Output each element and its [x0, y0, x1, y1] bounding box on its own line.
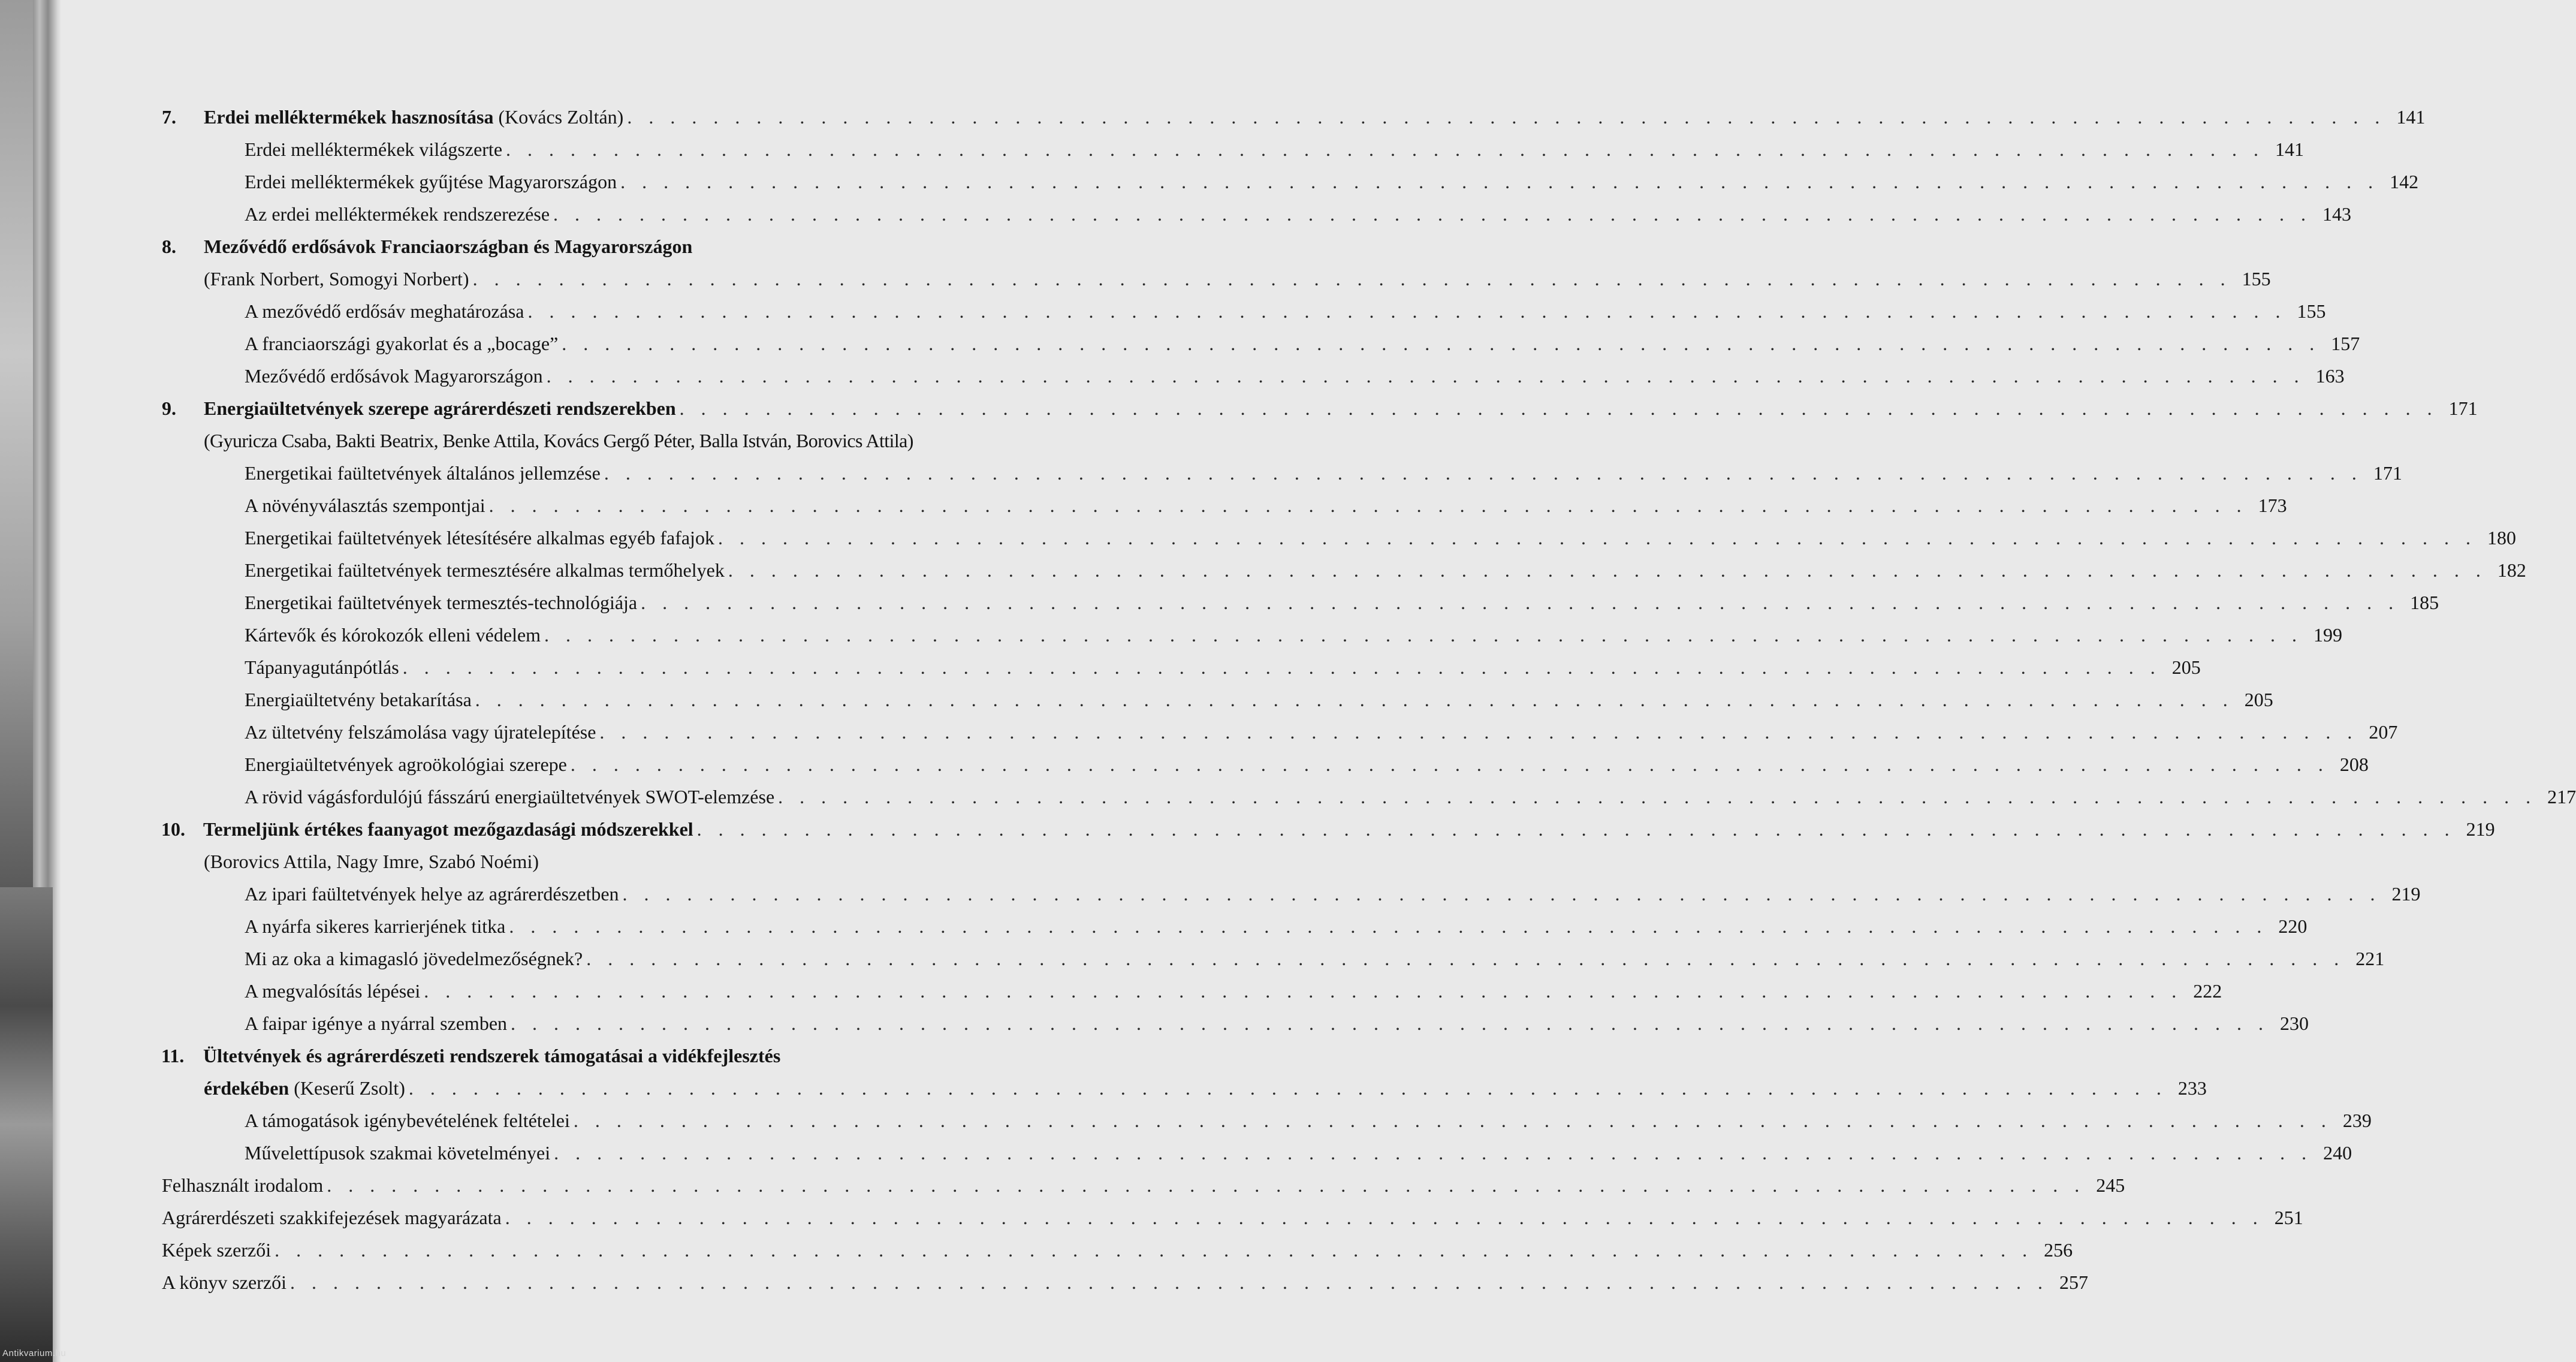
page-number: 173 — [2258, 495, 2287, 516]
page-number: 163 — [2315, 365, 2345, 387]
chapter-number: 9. — [162, 397, 176, 419]
entry-title: Energetikai faültetvények általános jellemzése — [245, 462, 601, 484]
toc-entry — [162, 942, 2385, 975]
chapter-number: 10. — [161, 818, 185, 840]
dot-leader: . . . . . . . . . . . . . . . . . . . . . . . . . . . . . . . . . . . . . . . . . . . . . . . . . . . . . . . . . . . . . . . . . . . . . . . . . . . . . . . . . . — [402, 656, 2161, 678]
page-number: 155 — [2242, 268, 2271, 290]
chapter-authors: (Borovics Attila, Nagy Imre, Szabó Noémi) — [204, 851, 539, 872]
toc-backmatter — [162, 1169, 2125, 1201]
toc-chapter-authors — [162, 424, 1002, 457]
page-number: 219 — [2466, 818, 2495, 840]
dot-leader: . . . . . . . . . . . . . . . . . . . . . . . . . . . . . . . . . . . . . . . . . . . . . . . . . . . . . . . . . . . . . . . . . . . . . . . . . . . . . . . . . . — [509, 915, 2268, 937]
dot-leader: . . . . . . . . . . . . . . . . . . . . . . . . . . . . . . . . . . . . . . . . . . . . . . . . . . . . . . . . . . . . . . . . . . . . . . . . . . . . . . . . . . — [717, 527, 2477, 549]
chapter-number: 11. — [161, 1045, 185, 1066]
page-number: 182 — [2497, 559, 2526, 581]
toc-entry — [162, 683, 2273, 716]
dot-leader: . . . . . . . . . . . . . . . . . . . . . . . . . . . . . . . . . . . . . . . . . . . . . . . . . . . . . . . . . . . . . . . . . . . . . . . . . . . . . . . . . . — [554, 1142, 2313, 1164]
toc-entry — [162, 1007, 2309, 1039]
entry-title: Felhasznált irodalom — [162, 1174, 324, 1196]
page-number: 208 — [2339, 754, 2369, 775]
dot-leader: . . . . . . . . . . . . . . . . . . . . . . . . . . . . . . . . . . . . . . . . . . . . . . . . . . . . . . . . . . . . . . . . . . . . . . . . . . . . . . . . . . — [620, 171, 2379, 192]
page-number: 157 — [2331, 333, 2360, 354]
entry-title: A növényválasztás szempontjai — [245, 495, 485, 516]
chapter-number: 8. — [162, 236, 176, 257]
toc-entry — [162, 1104, 2372, 1137]
chapter-title: Termeljünk értékes faanyagot mezőgazdasági módszerekkel — [203, 818, 693, 840]
page-number: 143 — [2322, 203, 2352, 225]
dot-leader: . . . . . . . . . . . . . . . . . . . . . . . . . . . . . . . . . . . . . . . . . . . . . . . . . . . . . . . . . . . . . . . . . . . . . . . . . . . . . . . . . . — [679, 397, 2438, 419]
entry-title: Az ültetvény felszámolása vagy újratelepítése — [245, 721, 596, 743]
page-number: 245 — [2096, 1174, 2125, 1196]
dot-leader: . . . . . . . . . . . . . . . . . . . . . . . . . . . . . . . . . . . . . . . . . . . . . . . . . . . . . . . . . . . . . . . . . . . . . . . . . . . . . . . . . . — [511, 1013, 2270, 1034]
chapter-title: Mezővédő erdősávok Franciaországban és Magyarországon — [204, 236, 693, 257]
page-number: 240 — [2323, 1142, 2352, 1164]
toc-chapter-11 — [162, 1039, 960, 1072]
dot-leader: . . . . . . . . . . . . . . . . . . . . . . . . . . . . . . . . . . . . . . . . . . . . . . . . . . . . . . . . . . . . . . . . . . . . . . . . . . . . . . . . . . — [505, 1207, 2264, 1228]
dot-leader: . . . . . . . . . . . . . . . . . . . . . . . . . . . . . . . . . . . . . . . . . . . . . . . . . . . . . . . . . . . . . . . . . . . . . . . . . . . . . . . . . . — [627, 106, 2386, 128]
toc-entry — [162, 586, 2439, 619]
chapter-authors: (Frank Norbert, Somogyi Norbert) — [204, 268, 469, 290]
toc-entry — [162, 360, 2345, 392]
toc-entry — [162, 878, 2421, 910]
page-number: 251 — [2274, 1207, 2303, 1228]
dot-leader: . . . . . . . . . . . . . . . . . . . . . . . . . . . . . . . . . . . . . . . . . . . . . . . . . . . . . . . . . . . . . . . . . . . . . . . . . . . . . . . . . . — [562, 333, 2321, 354]
chapter-title: Energiaültetvények szerepe agrárerdészeti rendszerekben — [204, 397, 676, 419]
dot-leader: . . . . . . . . . . . . . . . . . . . . . . . . . . . . . . . . . . . . . . . . . . . . . . . . . . . . . . . . . . . . . . . . . . . . . . . . . . . . . . . . . . — [546, 365, 2305, 387]
toc-chapter-10 — [161, 813, 2495, 845]
toc-entry — [162, 554, 2526, 586]
dot-leader: . . . . . . . . . . . . . . . . . . . . . . . . . . . . . . . . . . . . . . . . . . . . . . . . . . . . . . . . . . . . . . . . . . . . . . . . . . . . . . . . . . — [506, 138, 2265, 160]
entry-title: A támogatások igénybevételének feltételei — [245, 1110, 570, 1131]
page-number: 233 — [2177, 1077, 2207, 1099]
dot-leader: . . . . . . . . . . . . . . . . . . . . . . . . . . . . . . . . . . . . . . . . . . . . . . . . . . . . . . . . . . . . . . . . . . . . . . . . . . . . . . . . . . — [599, 721, 2358, 743]
toc-chapter-authors — [162, 263, 2271, 295]
dot-leader: . . . . . . . . . . . . . . . . . . . . . . . . . . . . . . . . . . . . . . . . . . . . . . . . . . . . . . . . . . . . . . . . . . . . . . . . . . . . . . . . . . — [604, 462, 2363, 484]
entry-title: Energetikai faültetvények termesztés-technológiája — [245, 592, 638, 613]
toc-entry — [162, 295, 2326, 327]
toc-chapter-7 — [162, 101, 2426, 133]
page-number: 180 — [2487, 527, 2516, 549]
dot-leader: . . . . . . . . . . . . . . . . . . . . . . . . . . . . . . . . . . . . . . . . . . . . . . . . . . . . . . . . . . . . . . . . . . . . . . . . . . . . . . . . . . — [424, 980, 2183, 1002]
page-number: 230 — [2280, 1013, 2309, 1034]
page-number: 205 — [2171, 656, 2201, 678]
edge-photo-lower — [0, 887, 53, 1362]
dot-leader: . . . . . . . . . . . . . . . . . . . . . . . . . . . . . . . . . . . . . . . . . . . . . . . . . . . . . . . . . . . . . . . . . . . . . . . . . . . . . . . . . . — [728, 559, 2487, 581]
toc-chapter-9 — [162, 392, 2478, 424]
toc-entry — [162, 165, 2419, 198]
page-number: 222 — [2193, 980, 2222, 1002]
toc-backmatter — [162, 1201, 2303, 1234]
dot-leader: . . . . . . . . . . . . . . . . . . . . . . . . . . . . . . . . . . . . . . . . . . . . . . . . . . . . . . . . . . . . . . . . . . . . . . . . . . . . . . . . . . — [586, 948, 2345, 969]
entry-title: Energiaültetvény betakarítása — [245, 689, 472, 710]
entry-title: A nyárfa sikeres karrierjének titka — [245, 915, 506, 937]
dot-leader: . . . . . . . . . . . . . . . . . . . . . . . . . . . . . . . . . . . . . . . . . . . . . . . . . . . . . . . . . . . . . . . . . . . . . . . . . . . . . . . . . . — [570, 754, 2329, 775]
toc-chapter-8 — [162, 230, 960, 263]
dot-leader: . . . . . . . . . . . . . . . . . . . . . . . . . . . . . . . . . . . . . . . . . . . . . . . . . . . . . . . . . . . . . . . . . . . . . . . . . . . . . . . . . . — [527, 300, 2287, 322]
toc-backmatter — [162, 1266, 2088, 1298]
dot-leader: . . . . . . . . . . . . . . . . . . . . . . . . . . . . . . . . . . . . . . . . . . . . . . . . . . . . . . . . . . . . . . . . . . . . . . . . . . . . . . . . . . — [573, 1110, 2332, 1131]
page-number: 185 — [2410, 592, 2439, 613]
entry-title: Mi az oka a kimagasló jövedelmezőségnek? — [245, 948, 583, 969]
entry-title: Energetikai faültetvények termesztésére alkalmas termőhelyek — [245, 559, 725, 581]
entry-title: Művelettípusok szakmai követelményei — [245, 1142, 551, 1164]
dot-leader: . . . . . . . . . . . . . . . . . . . . . . . . . . . . . . . . . . . . . . . . . . . . . . . . . . . . . . . . . . . . . . . . . . . . . . . . . . . . . . . . . . — [553, 203, 2312, 225]
chapter-title-continued: érdekében (Keserű Zsolt) — [204, 1077, 405, 1099]
chapter-title: Ültetvények és agrárerdészeti rendszerek támogatásai a vidékfejlesztés — [203, 1045, 781, 1066]
page-number: 141 — [2396, 106, 2426, 128]
entry-title: Képek szerzői — [162, 1239, 272, 1261]
entry-title: Tápanyagutánpótlás — [245, 656, 399, 678]
page-number: 257 — [2059, 1271, 2088, 1293]
dot-leader: . . . . . . . . . . . . . . . . . . . . . . . . . . . . . . . . . . . . . . . . . . . . . . . . . . . . . . . . . . . . . . . . . . . . . . . . . . . . . . . . . . — [696, 818, 2456, 840]
dot-leader: . . . . . . . . . . . . . . . . . . . . . . . . . . . . . . . . . . . . . . . . . . . . . . . . . . . . . . . . . . . . . . . . . . . . . . . . . . . . . . . . . . — [622, 883, 2381, 905]
entry-title: Az ipari faültetvények helye az agrárerdészetben — [245, 883, 619, 905]
toc-entry — [162, 457, 2402, 489]
dot-leader: . . . . . . . . . . . . . . . . . . . . . . . . . . . . . . . . . . . . . . . . . . . . . . . . . . . . . . . . . . . . . . . . . . . . . . . . . . . . . . . . . . — [289, 1271, 2049, 1293]
dot-leader: . . . . . . . . . . . . . . . . . . . . . . . . . . . . . . . . . . . . . . . . . . . . . . . . . . . . . . . . . . . . . . . . . . . . . . . . . . . . . . . . . . — [408, 1077, 2167, 1099]
toc-backmatter — [162, 1234, 2073, 1266]
entry-title: A könyv szerzői — [162, 1271, 286, 1293]
page-number: 199 — [2313, 624, 2343, 646]
entry-title: Az erdei melléktermékek rendszerezése — [245, 203, 550, 225]
entry-title: Erdei melléktermékek gyűjtése Magyarországon — [245, 171, 617, 192]
toc-entry — [162, 619, 2343, 651]
entry-title: Energetikai faültetvények létesítésére alkalmas egyéb fafajok — [245, 527, 714, 549]
dot-leader: . . . . . . . . . . . . . . . . . . . . . . . . . . . . . . . . . . . . . . . . . . . . . . . . . . . . . . . . . . . . . . . . . . . . . . . . . . . . . . . . . . — [488, 495, 2248, 516]
dot-leader: . . . . . . . . . . . . . . . . . . . . . . . . . . . . . . . . . . . . . . . . . . . . . . . . . . . . . . . . . . . . . . . . . . . . . . . . . . . . . . . . . . — [641, 592, 2400, 613]
page-number: 256 — [2044, 1239, 2073, 1261]
entry-title: Erdei melléktermékek világszerte — [245, 138, 503, 160]
toc-entry — [162, 975, 2222, 1007]
dot-leader: . . . . . . . . . . . . . . . . . . . . . . . . . . . . . . . . . . . . . . . . . . . . . . . . . . . . . . . . . . . . . . . . . . . . . . . . . . . . . . . . . . — [778, 786, 2537, 807]
entry-title: A rövid vágásfordulójú fásszárú energiaültetvények SWOT-elemzése — [245, 786, 775, 807]
page-number: 171 — [2373, 462, 2402, 484]
page-number: 155 — [2297, 300, 2326, 322]
chapter-authors: (Gyuricza Csaba, Bakti Beatrix, Benke Attila, Kovács Gergő Péter, Balla István, Borovics Attila) — [204, 430, 913, 451]
page-number: 217 — [2547, 786, 2576, 807]
toc-chapter-authors — [162, 845, 1002, 878]
entry-title: Energiaültetvények agroökológiai szerepe — [245, 754, 567, 775]
book-edge-photo — [0, 0, 61, 1362]
chapter-number: 7. — [162, 106, 176, 128]
page-number: 142 — [2390, 171, 2419, 192]
toc-entry — [162, 651, 2201, 683]
toc-entry — [162, 489, 2287, 522]
page-number: 205 — [2244, 689, 2273, 710]
dot-leader: . . . . . . . . . . . . . . . . . . . . . . . . . . . . . . . . . . . . . . . . . . . . . . . . . . . . . . . . . . . . . . . . . . . . . . . . . . . . . . . . . . — [275, 1239, 2034, 1261]
dot-leader: . . . . . . . . . . . . . . . . . . . . . . . . . . . . . . . . . . . . . . . . . . . . . . . . . . . . . . . . . . . . . . . . . . . . . . . . . . . . . . . . . . — [544, 624, 2303, 646]
dot-leader: . . . . . . . . . . . . . . . . . . . . . . . . . . . . . . . . . . . . . . . . . . . . . . . . . . . . . . . . . . . . . . . . . . . . . . . . . . . . . . . . . . — [472, 268, 2231, 290]
page-number: 220 — [2278, 915, 2307, 937]
page-number: 171 — [2448, 397, 2478, 419]
page-number: 141 — [2275, 138, 2304, 160]
entry-title: Agrárerdészeti szakkifejezések magyarázata — [162, 1207, 502, 1228]
watermark: Antikvarium.hu — [2, 1348, 67, 1358]
chapter-title: Erdei melléktermékek hasznosítása (Kovács Zoltán) — [204, 106, 624, 128]
entry-title: Mezővédő erdősávok Magyarországon — [245, 365, 543, 387]
toc-entry — [162, 522, 2516, 554]
entry-title: A franciaországi gyakorlat és a „bocage” — [245, 333, 559, 354]
toc-chapter-continuation — [162, 1072, 2207, 1104]
toc-entry — [162, 748, 2369, 781]
toc-entry — [162, 716, 2398, 748]
toc-entry — [162, 910, 2307, 942]
entry-title: A megvalósítás lépései — [245, 980, 421, 1002]
entry-title: A faipar igénye a nyárral szemben — [245, 1013, 508, 1034]
entry-title: A mezővédő erdősáv meghatározása — [245, 300, 524, 322]
page-number: 239 — [2342, 1110, 2372, 1131]
dot-leader: . . . . . . . . . . . . . . . . . . . . . . . . . . . . . . . . . . . . . . . . . . . . . . . . . . . . . . . . . . . . . . . . . . . . . . . . . . . . . . . . . . — [327, 1174, 2086, 1196]
toc-entry — [162, 781, 2576, 813]
toc-entry — [162, 198, 2352, 230]
edge-photo-upper — [0, 0, 33, 887]
toc-entry — [162, 327, 2360, 360]
dot-leader: . . . . . . . . . . . . . . . . . . . . . . . . . . . . . . . . . . . . . . . . . . . . . . . . . . . . . . . . . . . . . . . . . . . . . . . . . . . . . . . . . . — [475, 689, 2234, 710]
toc-entry — [162, 133, 2304, 165]
page-number: 207 — [2369, 721, 2398, 743]
page-number: 221 — [2355, 948, 2385, 969]
toc-entry — [162, 1137, 2352, 1169]
page-number: 219 — [2391, 883, 2421, 905]
entry-title: Kártevők és kórokozók elleni védelem — [245, 624, 541, 646]
